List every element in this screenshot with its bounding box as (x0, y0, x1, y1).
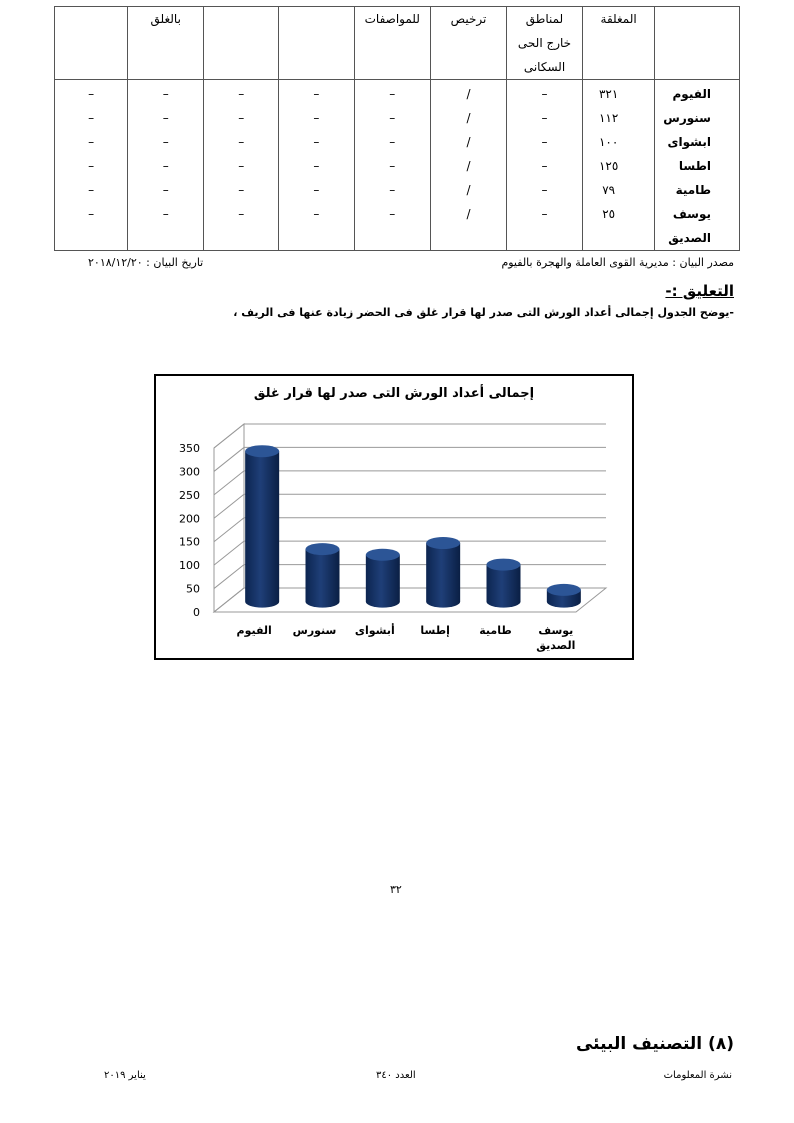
header-cell-blank-6 (204, 7, 279, 80)
dash-column-2: – – – – – – (506, 80, 582, 251)
chart-side-wall (214, 424, 244, 612)
footer-date: يناير ٢٠١٩ (104, 1070, 146, 1081)
bar-top (487, 559, 521, 571)
row-count: ١٢٥ (598, 159, 619, 173)
bar-top (547, 584, 581, 596)
row-count: ٣٢١ (598, 87, 619, 101)
bar-body (245, 451, 279, 607)
comment-text: -يوضح الجدول إجمالى أعداد الورش التى صدر لها قرار غلق فى الحضر زيادة عنها فى الريف ، (233, 306, 734, 319)
header-cell-blank-5 (279, 7, 354, 80)
y-tick-label: 250 (179, 488, 200, 502)
dash-column-5: – – – – – – (279, 80, 354, 251)
table-header-row (55, 7, 740, 80)
y-tick-label: 300 (179, 465, 200, 479)
bar (426, 537, 460, 608)
bar-body (487, 565, 521, 608)
row-name-continued: الصديق (668, 231, 711, 245)
y-tick-label: 350 (179, 442, 200, 455)
chart-title: إجمالى أعداد الورش التى صدر لها قرار غلق (253, 386, 535, 401)
header-cell-blank-left (55, 7, 128, 80)
bar (306, 543, 340, 607)
row-name: الفيوم (672, 87, 711, 101)
bar-body (306, 549, 340, 607)
header-cell-closed: المغلقة (583, 7, 655, 80)
dash-column-6: – – – – – – (204, 80, 279, 251)
bar (366, 549, 400, 608)
bar-top (306, 543, 340, 555)
section-title: (٨) التصنيف البيئى (575, 1034, 734, 1054)
data-date: تاريخ البيان : ٢٠١٨/١٢/٢٠ (88, 256, 204, 269)
y-tick-label: 150 (179, 535, 200, 549)
governorate-names-column (655, 80, 740, 251)
header-cell-outside-zones: لمناطق خارج الحى السكانى (506, 7, 582, 80)
comment-heading: التعليق :- (665, 282, 734, 300)
table-body-row (55, 80, 740, 251)
y-tick-label: 50 (186, 582, 200, 596)
x-tick-label: الصديق (536, 639, 576, 652)
header-cell-by-closure: بالغلق (128, 7, 204, 80)
bar-top (426, 537, 460, 549)
x-tick-label: طامية (479, 624, 512, 637)
closed-count-column (583, 80, 655, 251)
bar-top (245, 445, 279, 457)
row-count: ١٠٠ (598, 135, 619, 149)
dash-column-8: – – – – – – (55, 80, 128, 251)
row-name: سنورس (663, 111, 711, 125)
bar-body (366, 555, 400, 608)
chart-plot (156, 376, 632, 658)
header-cell-license: ترخيص (431, 7, 507, 80)
x-tick-label: يوسف (538, 624, 574, 637)
closures-table (54, 6, 740, 251)
row-count: ١١٢ (598, 111, 619, 125)
y-tick-label: 100 (179, 559, 200, 573)
header-cell-blank-right (655, 7, 740, 80)
y-tick-label: 200 (179, 512, 200, 526)
x-tick-label: الفيوم (236, 624, 272, 637)
closures-chart (154, 374, 634, 660)
footer-issue: العدد ٣٤٠ (376, 1070, 416, 1081)
page-number: ٣٢ (390, 883, 402, 896)
gridline (214, 424, 606, 448)
bar (245, 445, 279, 607)
dash-column-4: – – – – – – (354, 80, 430, 251)
bar-body (426, 543, 460, 608)
x-tick-label: إطسا (420, 624, 450, 637)
row-name: ابشواى (667, 135, 711, 149)
bar (487, 559, 521, 608)
x-tick-label: أبشواى (354, 624, 395, 637)
bar-top (366, 549, 400, 561)
row-name: طامية (675, 183, 711, 197)
row-count: ٢٥ (602, 207, 616, 221)
row-name: اطسا (678, 159, 711, 173)
bar (547, 584, 581, 608)
x-tick-label: سنورس (292, 624, 337, 637)
row-name: يوسف (672, 207, 711, 221)
data-source: مصدر البيان : مديرية القوى العاملة والهجرة بالفيوم (501, 256, 734, 269)
row-count: ٧٩ (602, 183, 616, 197)
y-tick-label: 0 (193, 606, 200, 619)
footer-publication: نشرة المعلومات (663, 1070, 732, 1081)
header-cell-specs: للمواصفات (354, 7, 430, 80)
slash-column: / / / / / / (431, 80, 507, 251)
dash-column-7: – – – – – – (128, 80, 204, 251)
